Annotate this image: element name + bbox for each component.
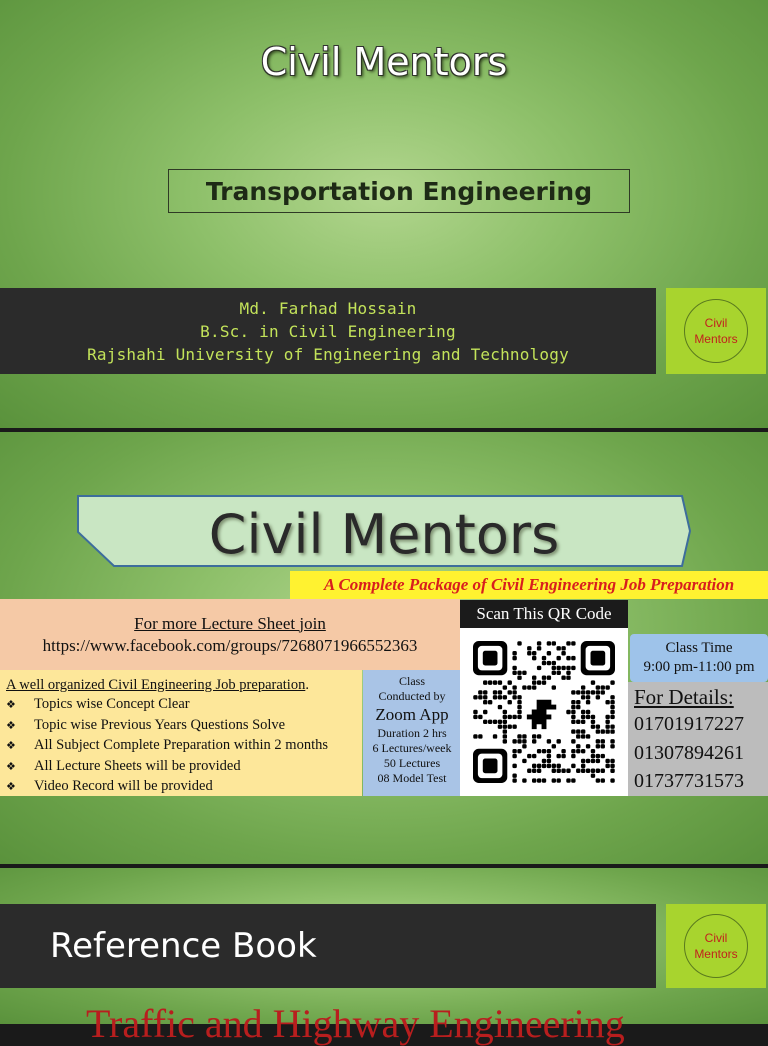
logo-line2: Mentors xyxy=(694,332,738,346)
slide2-title: Civil Mentors xyxy=(208,503,560,566)
qr-code-icon xyxy=(473,641,615,783)
details-heading: For Details: xyxy=(634,685,734,709)
civil-mentors-logo-icon xyxy=(684,914,748,978)
logo-badge xyxy=(666,904,766,988)
logo-line1: Civil xyxy=(704,316,728,330)
class-per-week: 6 Lectures/week xyxy=(372,741,452,755)
class-line1: Class xyxy=(398,674,425,688)
subject-title: Transportation Engineering xyxy=(205,176,593,206)
phone-number[interactable]: 01307894261 xyxy=(634,741,744,764)
class-platform: Zoom App xyxy=(375,705,449,724)
reference-heading: Reference Book xyxy=(50,926,317,966)
class-duration: Duration 2 hrs xyxy=(377,726,447,740)
qr-code[interactable] xyxy=(460,628,628,796)
author-university: Rajshahi University of Engineering and Technology xyxy=(87,344,569,364)
author-degree: B.Sc. in Civil Engineering xyxy=(200,321,456,341)
logo-line1: Civil xyxy=(704,931,728,945)
author-name: Md. Farhad Hossain xyxy=(239,298,417,318)
list-item: ❖ Video Record will be provided xyxy=(6,777,356,797)
diamond-bullet-icon: ❖ xyxy=(6,740,16,753)
logo-line2: Mentors xyxy=(694,947,738,961)
tagline: A Complete Package of Civil Engineering Job Preparation xyxy=(290,571,768,599)
list-item: ❖ All Subject Complete Preparation within 2 months xyxy=(6,736,356,756)
qr-label: Scan This QR Code xyxy=(460,600,628,628)
features-header: A well organized Civil Engineering Job preparation xyxy=(6,677,306,693)
civil-mentors-logo-icon xyxy=(684,299,748,363)
join-panel xyxy=(0,599,460,670)
contact-panel xyxy=(628,682,768,796)
slide1-title: Civil Mentors xyxy=(260,40,508,84)
diamond-bullet-icon: ❖ xyxy=(6,719,16,732)
list-item: ❖ All Lecture Sheets will be provided xyxy=(6,757,356,777)
author-band xyxy=(0,288,656,374)
diamond-bullet-icon: ❖ xyxy=(6,760,16,773)
class-lectures: 50 Lectures xyxy=(383,756,441,770)
facebook-group-link[interactable]: https://www.facebook.com/groups/7268071966552363 xyxy=(42,635,418,655)
class-time-value: 9:00 pm-11:00 pm xyxy=(643,659,755,675)
class-tests: 08 Model Test xyxy=(377,771,447,785)
features-panel: A well organized Civil Engineering Job preparation. ❖ Topics wise Concept Clear ❖ Topic wise Previous Years Questions Solve ❖ All Subject Complete Preparation within 2 months ❖ All Lecture Sheets will be provided ❖ Video Record will be provided xyxy=(0,670,362,796)
class-info-panel xyxy=(363,670,461,796)
list-item: ❖ Topics wise Concept Clear xyxy=(6,695,356,715)
logo-badge xyxy=(666,288,766,374)
phone-number[interactable]: 01737731573 xyxy=(634,770,744,792)
book-title-partial xyxy=(86,1001,706,1046)
phone-number[interactable]: 01701917227 xyxy=(634,713,744,735)
diamond-bullet-icon: ❖ xyxy=(6,699,16,712)
class-time-panel xyxy=(630,634,768,682)
book-title: Traffic and Highway Engineering xyxy=(86,1001,625,1046)
join-heading: For more Lecture Sheet join xyxy=(134,613,326,633)
reference-band xyxy=(0,904,656,988)
list-item: ❖ Topic wise Previous Years Questions Solve xyxy=(6,716,356,736)
class-time-label: Class Time xyxy=(665,640,733,656)
class-line2: Conducted by xyxy=(378,689,446,703)
diamond-bullet-icon: ❖ xyxy=(6,781,16,794)
subject-box xyxy=(168,169,630,213)
